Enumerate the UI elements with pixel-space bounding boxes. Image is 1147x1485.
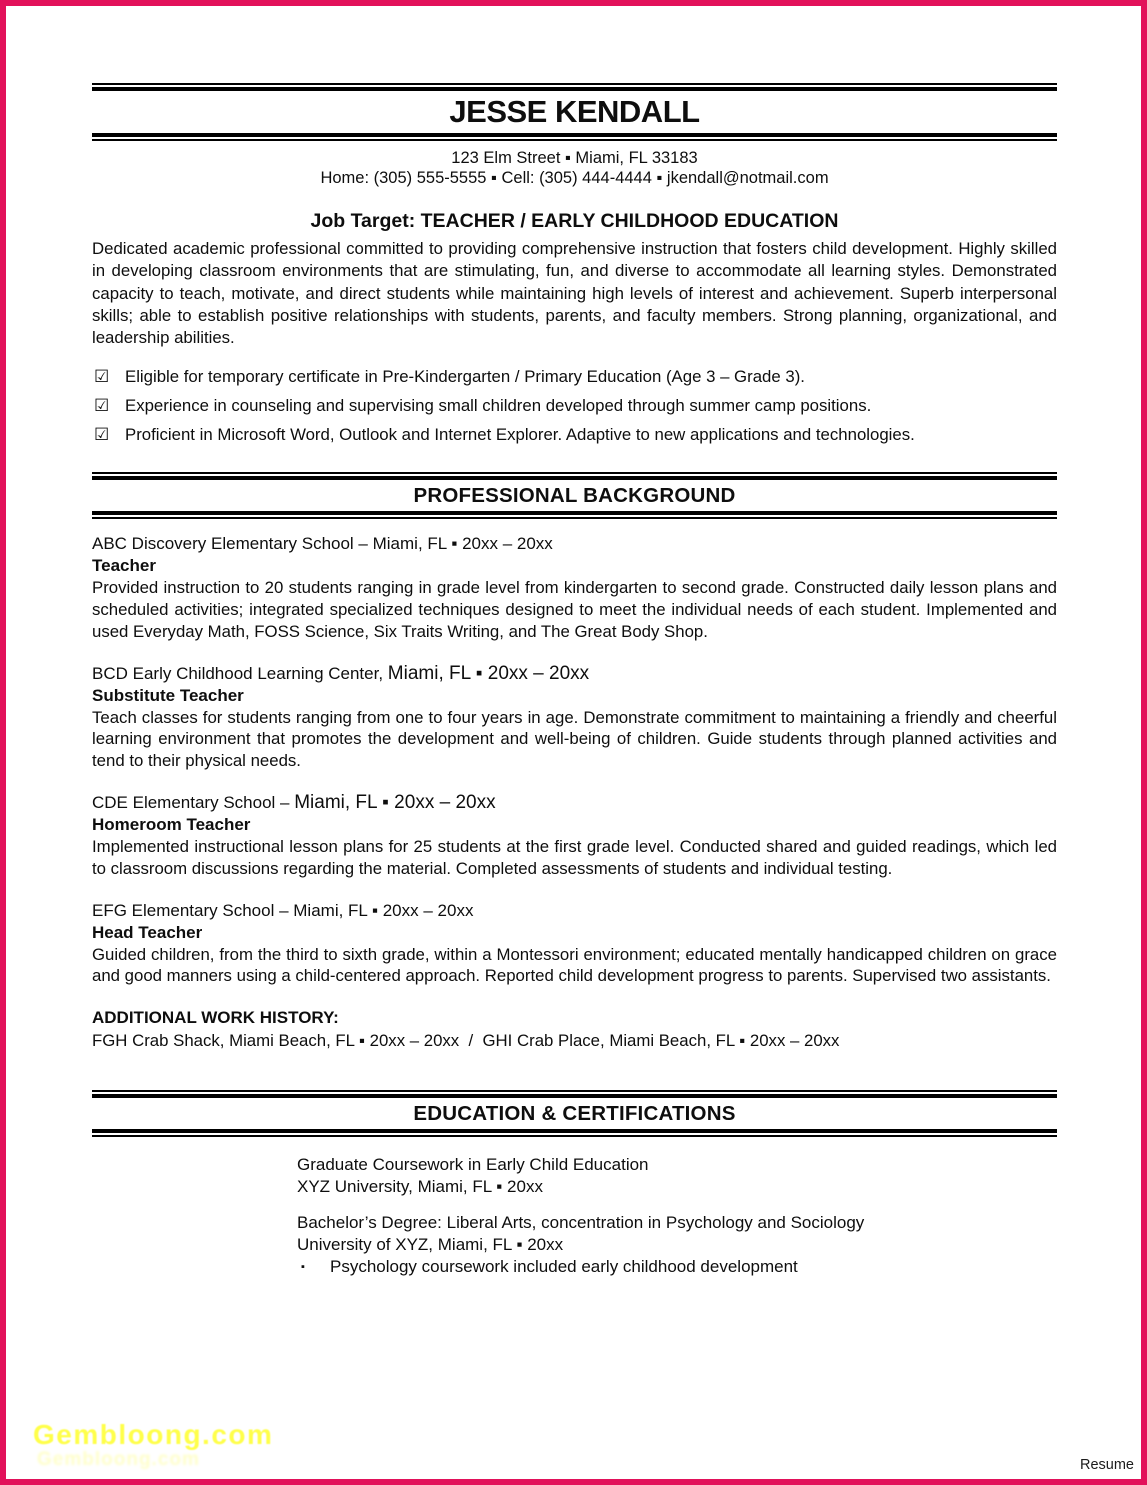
- job-title: Homeroom Teacher: [92, 815, 251, 835]
- education-degree-line: Bachelor’s Degree: Liberal Arts, concentration in Psychology and Sociology: [297, 1213, 865, 1233]
- job-entry: [92, 533, 1057, 642]
- job-employer-line: [92, 792, 1057, 814]
- education-school-line: University of XYZ, Miami, FL ▪ 20xx: [297, 1235, 564, 1255]
- job-title: Teacher: [92, 556, 156, 576]
- education-school-line: XYZ University, Miami, FL ▪ 20xx: [297, 1177, 543, 1197]
- summary-paragraph: Dedicated academic professional committed to providing comprehensive instruction that fosters child development. Highly skilled in developing classroom environments that are stimulating, fun, and diverse to accommodate all learning styles. Demonstrated capacity to teach, motivate, and direct students while maintaining high levels of interest and achievement. Superb interpersonal skills; able to establish positive relationships with students, parents, and faculty members. Strong planning, organizational, and leadership abilities.: [92, 239, 1057, 348]
- qualification-text: Experience in counseling and supervising small children developed through summer camp positions.: [125, 396, 872, 416]
- job-location-dates: Miami, FL ▪ 20xx – 20xx: [387, 662, 590, 684]
- education-bullet-item: [297, 1256, 1057, 1278]
- education-degree-line: Graduate Coursework in Early Child Education: [297, 1155, 649, 1175]
- job-list: [92, 533, 1057, 987]
- address-line: 123 Elm Street ▪ Miami, FL 33183: [451, 149, 698, 167]
- job-employer: BCD Early Childhood Learning Center,: [92, 663, 388, 683]
- section-education-certifications: [92, 1090, 1057, 1137]
- checked-checkbox-icon: ☑: [94, 396, 110, 416]
- bullet-square-icon: ▪: [301, 1261, 305, 1274]
- job-entry: [92, 663, 1057, 772]
- job-employer: EFG Elementary School –: [92, 900, 294, 920]
- resume-content: [92, 0, 1057, 1278]
- education-block: [297, 1154, 1057, 1278]
- checked-checkbox-icon: ☑: [94, 367, 110, 387]
- qualifications-list: [92, 366, 1057, 445]
- job-title: Head Teacher: [92, 922, 203, 942]
- watermark: Gembloong.com: [33, 1419, 274, 1450]
- person-name: JESSE KENDALL: [449, 94, 700, 129]
- watermark-echo: Gembloong.com: [37, 1449, 200, 1470]
- additional-work-history-heading: ADDITIONAL WORK HISTORY:: [92, 1008, 339, 1028]
- qualification-item: [92, 395, 1057, 416]
- resume-footer-label: Resume: [1080, 1457, 1134, 1473]
- section-title: PROFESSIONAL BACKGROUND: [413, 484, 736, 508]
- section-rule-bottom: [92, 1129, 1057, 1137]
- job-employer: ABC Discovery Elementary School –: [92, 534, 373, 554]
- job-entry: [92, 900, 1057, 988]
- education-entry: [297, 1212, 1057, 1278]
- section-rule-top: [92, 1090, 1057, 1098]
- job-description: Implemented instructional lesson plans for 25 students at the first grade level. Conducted shared and guided readings, which led to classroom discussions regarding the material. Completed assessments of students and individual testing.: [92, 837, 1057, 878]
- checked-checkbox-icon: ☑: [94, 425, 110, 445]
- section-rule-top: [92, 472, 1057, 480]
- job-entry: [92, 792, 1057, 880]
- job-location-dates: Miami, FL ▪ 20xx – 20xx: [294, 792, 496, 814]
- contact-line: Home: (305) 555-5555 ▪ Cell: (305) 444-4444 ▪ jkendall@notmail.com: [320, 169, 829, 187]
- job-location-dates: Miami, FL ▪ 20xx – 20xx: [293, 900, 474, 920]
- qualification-item: [92, 366, 1057, 387]
- header-rule-bottom: [92, 133, 1057, 141]
- education-entry: [297, 1154, 1057, 1198]
- job-title: Substitute Teacher: [92, 685, 244, 705]
- section-professional-background: [92, 472, 1057, 519]
- job-employer-line: [92, 900, 1057, 922]
- header-rule-top: [92, 83, 1057, 91]
- job-description: Teach classes for students ranging from one to four years in age. Demonstrate commitment to maintaining a friendly and cheerful learning environment that promotes the development and well-being of children. Guide students through planned activities and tend to their physical needs.: [92, 707, 1057, 771]
- job-description: Guided children, from the third to sixth grade, within a Montessori environment; educated mentally handicapped children on grace and good manners using a child-centered approach. Reported child development progress to parents. Supervised two assistants.: [92, 944, 1057, 986]
- job-location-dates: Miami, FL ▪ 20xx – 20xx: [372, 534, 553, 554]
- additional-work-history: [92, 1007, 1057, 1052]
- section-title: EDUCATION & CERTIFICATIONS: [413, 1102, 736, 1126]
- qualification-text: Eligible for temporary certificate in Pre-Kindergarten / Primary Education (Age 3 – Grade 3).: [125, 367, 805, 387]
- education-bullet-text: Psychology coursework included early childhood development: [330, 1257, 798, 1277]
- qualification-text: Proficient in Microsoft Word, Outlook and Internet Explorer. Adaptive to new applications and technologies.: [125, 425, 915, 445]
- section-rule-bottom: [92, 511, 1057, 519]
- job-employer-line: [92, 663, 1057, 685]
- additional-work-history-line: FGH Crab Shack, Miami Beach, FL ▪ 20xx – 20xx / GHI Crab Place, Miami Beach, FL ▪ 20xx – 20xx: [92, 1031, 840, 1051]
- qualification-item: [92, 424, 1057, 445]
- job-employer: CDE Elementary School –: [92, 793, 295, 813]
- job-description: Provided instruction to 20 students ranging in grade level from kindergarten to second grade. Constructed daily lesson plans and scheduled activities; integrated specialized techniques designed to meet the individual needs of each student. Implemented and used Everyday Math, FOSS Science, Six Traits Writing, and The Great Body Shop.: [92, 578, 1057, 641]
- job-employer-line: [92, 533, 1057, 555]
- job-target-heading: Job Target: TEACHER / EARLY CHILDHOOD EDUCATION: [310, 210, 839, 232]
